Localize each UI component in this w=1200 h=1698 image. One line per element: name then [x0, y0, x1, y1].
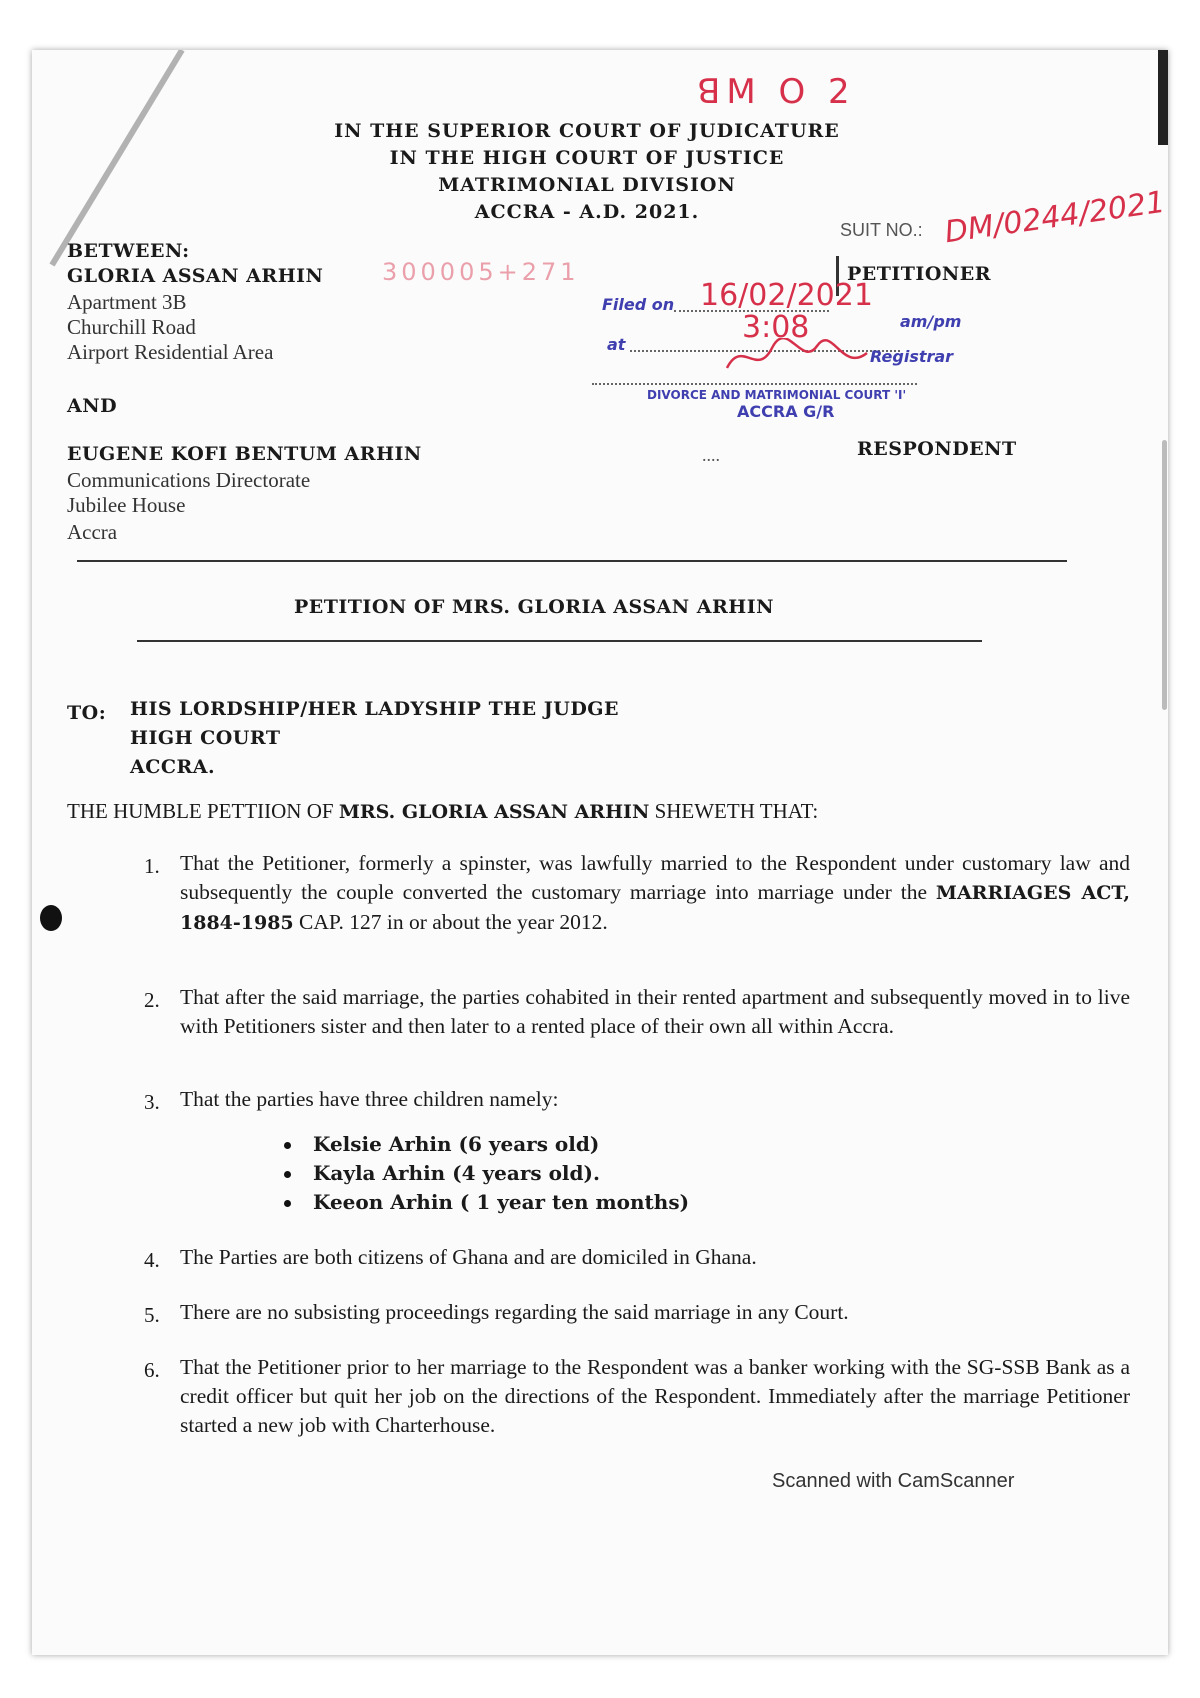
stamp-registrar-line — [592, 383, 917, 385]
petitioner-address-line-2: Churchill Road — [67, 315, 196, 339]
stamp-number: 300005+271 — [382, 258, 580, 286]
stamp-location: ACCRA G/R — [737, 402, 835, 421]
stamp-time-value: 3:08 — [742, 310, 810, 345]
stamp-filed-on-value: 16/02/2021 — [700, 278, 873, 313]
bullet-icon — [284, 1200, 291, 1207]
stamp-ampm: am/pm — [900, 312, 962, 331]
petitioner-address-line-3: Airport Residential Area — [67, 340, 274, 364]
hole-punch-mark — [40, 905, 62, 931]
child-item-2 — [284, 1161, 600, 1185]
divider-top — [77, 560, 1067, 562]
between-label: BETWEEN: — [67, 240, 190, 262]
paragraph-6: That the Petitioner prior to her marriage to the Respondent was a banker working with the SG-SSB Bank as a credit officer but quit her job on the directions of the Respondent. Immediately after the marriage Petitioner started a new job with Charterhouse. — [180, 1355, 1130, 1437]
paragraph-4-number: 4. — [144, 1248, 160, 1272]
intro-pre: THE HUMBLE PETTIION OF — [67, 799, 334, 823]
paragraph-1-number: 1. — [144, 854, 160, 878]
intro-post: SHEWETH THAT: — [654, 799, 819, 823]
respondent-address-line-1: Communications Directorate — [67, 468, 311, 492]
petitioner-name: GLORIA ASSAN ARHIN — [67, 265, 324, 287]
paragraph-3-number: 3. — [144, 1090, 160, 1114]
respondent-dots: .... — [702, 445, 720, 465]
stamp-court-line: DIVORCE AND MATRIMONIAL COURT 'I' — [647, 388, 907, 402]
child-name: Kayla Arhin (4 years old). — [313, 1161, 600, 1185]
child-name: Kelsie Arhin (6 years old) — [313, 1132, 600, 1156]
page-edge-shadow — [1158, 50, 1168, 145]
bullet-icon — [284, 1142, 291, 1149]
child-item-3 — [284, 1190, 689, 1214]
intro-name: MRS. GLORIA ASSAN ARHIN — [338, 801, 650, 823]
paragraph-3: That the parties have three children namely: — [180, 1087, 559, 1111]
paragraph-4: The Parties are both citizens of Ghana and are domiciled in Ghana. — [180, 1245, 757, 1269]
paragraph-5-number: 5. — [144, 1303, 160, 1327]
camscanner-footer: Scanned with CamScanner — [772, 1470, 1015, 1492]
court-header-line-4: ACCRA - A.D. 2021. — [474, 201, 700, 223]
court-header-line-2: IN THE HIGH COURT OF JUSTICE — [389, 147, 785, 169]
paragraph-1-text-b: CAP. 127 in or about the year 2012. — [299, 910, 608, 934]
stamp-at-label: at — [607, 335, 626, 354]
and-label: AND — [67, 395, 118, 417]
to-label: TO: — [67, 702, 107, 724]
registrar-signature — [722, 338, 872, 378]
petitioner-role: PETITIONER — [847, 263, 992, 285]
document-page — [32, 50, 1168, 1655]
child-item-1 — [284, 1132, 599, 1156]
respondent-address-line-2: Jubilee House — [67, 493, 186, 517]
paragraph-5: There are no subsisting proceedings regarding the said marriage in any Court. — [180, 1300, 849, 1324]
respondent-address-line-3: Accra — [67, 520, 118, 544]
divider-bottom — [137, 640, 982, 642]
respondent-role: RESPONDENT — [857, 438, 1017, 460]
scrollbar[interactable] — [1162, 440, 1167, 710]
stamp-registrar: Registrar — [870, 347, 954, 366]
paragraph-2-number: 2. — [144, 988, 160, 1012]
paragraph-2: That after the said marriage, the parties cohabited in their rented apartment and subsequently moved in to live with Petitioners sister and then later to a rented place of their own all within Accra. — [180, 985, 1130, 1038]
paragraph-1-text-a: That the Petitioner, formerly a spinster, was lawfully married to the Respondent under customary law and subsequently the couple converted the customary marriage into marriage under the — [180, 851, 1130, 904]
to-line-1: HIS LORDSHIP/HER LADYSHIP THE JUDGE — [130, 698, 620, 720]
court-header-line-1: IN THE SUPERIOR COURT OF JUDICATURE — [334, 120, 840, 142]
petitioner-address-line-1: Apartment 3B — [67, 290, 187, 314]
to-line-3: ACCRA. — [130, 756, 216, 778]
child-name: Keeon Arhin ( 1 year ten months) — [313, 1190, 690, 1214]
paragraph-1 — [180, 849, 1130, 938]
court-header-line-3: MATRIMONIAL DIVISION — [438, 174, 736, 196]
handwritten-mark: ꓭM O 2 — [697, 72, 856, 112]
paragraph-6-number: 6. — [144, 1358, 160, 1382]
paragraph-1-act: MARRIAGES ACT, 1884-1985 — [180, 882, 1130, 934]
stamp-filed-on-label: Filed on — [602, 295, 675, 314]
suit-number-handwritten: DM/0244/2021 — [942, 184, 1168, 251]
respondent-name: EUGENE KOFI BENTUM ARHIN — [67, 443, 422, 465]
to-line-2: HIGH COURT — [130, 727, 281, 749]
petition-title: PETITION OF MRS. GLORIA ASSAN ARHIN — [294, 596, 775, 618]
bullet-icon — [284, 1171, 291, 1178]
suit-number-label: SUIT NO.: — [840, 220, 923, 240]
petition-intro — [67, 799, 818, 824]
